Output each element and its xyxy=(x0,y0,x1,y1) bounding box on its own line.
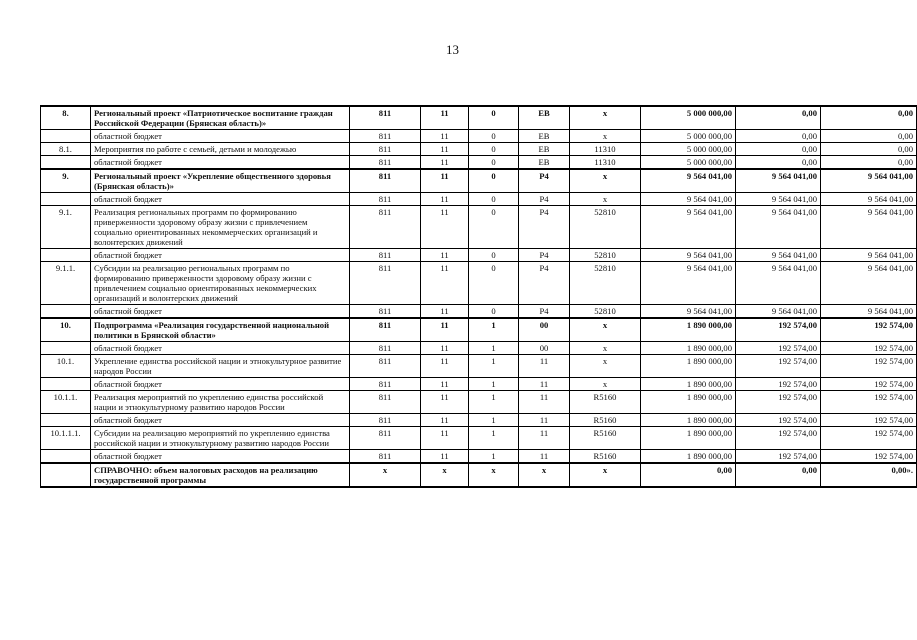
code-program-cell: 11 xyxy=(421,342,469,355)
code-grbs-cell: 811 xyxy=(350,355,421,378)
code-direction-cell: х xyxy=(570,463,641,487)
amount-year1-cell: 9 564 041,00 xyxy=(641,305,736,319)
code-subprogram-cell: х xyxy=(469,463,519,487)
table-row xyxy=(41,355,917,378)
description-cell: областной бюджет xyxy=(91,249,350,262)
code-program-cell: 11 xyxy=(421,249,469,262)
code-direction-cell: 52810 xyxy=(570,249,641,262)
code-grbs-cell: 811 xyxy=(350,169,421,193)
code-project-cell: 11 xyxy=(519,427,570,450)
summary-row xyxy=(41,463,917,487)
row-number-cell: 8.1. xyxy=(41,143,91,156)
description-cell: областной бюджет xyxy=(91,130,350,143)
code-program-cell: 11 xyxy=(421,378,469,391)
code-grbs-cell: 811 xyxy=(350,305,421,319)
description-cell: Реализация региональных программ по формированию приверженности здоровому образу жизни с привлечением социально ориентированных некоммерческих организаций и волонтерских движений xyxy=(91,206,350,249)
amount-year2-cell: 192 574,00 xyxy=(736,450,821,464)
code-program-cell: 11 xyxy=(421,143,469,156)
code-subprogram-cell: 0 xyxy=(469,206,519,249)
amount-year3-cell: 0,00 xyxy=(821,106,917,130)
amount-year2-cell: 192 574,00 xyxy=(736,391,821,414)
code-direction-cell: 52810 xyxy=(570,305,641,319)
code-grbs-cell: 811 xyxy=(350,156,421,170)
description-cell: областной бюджет xyxy=(91,450,350,464)
description-cell: Субсидии на реализацию региональных программ по формированию приверженности здоровому образу жизни с привлечением социально ориентированных некоммерческих организаций и волонтерских движений xyxy=(91,262,350,305)
code-subprogram-cell: 1 xyxy=(469,342,519,355)
amount-year2-cell: 0,00 xyxy=(736,143,821,156)
code-program-cell: 11 xyxy=(421,355,469,378)
code-grbs-cell: х xyxy=(350,463,421,487)
amount-year1-cell: 5 000 000,00 xyxy=(641,143,736,156)
code-project-cell: P4 xyxy=(519,249,570,262)
row-number-cell: 8. xyxy=(41,106,91,130)
code-direction-cell: R5160 xyxy=(570,450,641,464)
code-grbs-cell: 811 xyxy=(350,391,421,414)
row-number-cell: 10.1. xyxy=(41,355,91,378)
code-grbs-cell: 811 xyxy=(350,143,421,156)
table-row xyxy=(41,305,917,319)
code-project-cell: 00 xyxy=(519,318,570,342)
code-grbs-cell: 811 xyxy=(350,130,421,143)
row-number-cell: 10.1.1.1. xyxy=(41,427,91,450)
code-project-cell: P4 xyxy=(519,206,570,249)
code-subprogram-cell: 1 xyxy=(469,414,519,427)
code-direction-cell: 11310 xyxy=(570,143,641,156)
amount-year1-cell: 1 890 000,00 xyxy=(641,391,736,414)
amount-year1-cell: 1 890 000,00 xyxy=(641,414,736,427)
budget-table-body xyxy=(41,106,917,487)
code-project-cell: 00 xyxy=(519,342,570,355)
amount-year3-cell: 192 574,00 xyxy=(821,342,917,355)
amount-year1-cell: 9 564 041,00 xyxy=(641,249,736,262)
code-program-cell: 11 xyxy=(421,156,469,170)
row-number-cell xyxy=(41,342,91,355)
row-number-cell: 9.1.1. xyxy=(41,262,91,305)
table-row xyxy=(41,450,917,464)
code-project-cell: 11 xyxy=(519,391,570,414)
code-direction-cell: х xyxy=(570,130,641,143)
code-subprogram-cell: 1 xyxy=(469,450,519,464)
code-grbs-cell: 811 xyxy=(350,414,421,427)
amount-year1-cell: 9 564 041,00 xyxy=(641,262,736,305)
amount-year1-cell: 1 890 000,00 xyxy=(641,450,736,464)
code-direction-cell: 11310 xyxy=(570,156,641,170)
description-cell: областной бюджет xyxy=(91,414,350,427)
code-direction-cell: х xyxy=(570,318,641,342)
code-direction-cell: R5160 xyxy=(570,414,641,427)
amount-year1-cell: 0,00 xyxy=(641,463,736,487)
amount-year3-cell: 9 564 041,00 xyxy=(821,193,917,206)
code-subprogram-cell: 0 xyxy=(469,193,519,206)
table-row xyxy=(41,193,917,206)
code-project-cell: 11 xyxy=(519,450,570,464)
code-grbs-cell: 811 xyxy=(350,450,421,464)
table-row xyxy=(41,249,917,262)
code-project-cell: EB xyxy=(519,156,570,170)
table-row xyxy=(41,342,917,355)
code-subprogram-cell: 0 xyxy=(469,262,519,305)
code-program-cell: 11 xyxy=(421,450,469,464)
code-grbs-cell: 811 xyxy=(350,193,421,206)
code-program-cell: 11 xyxy=(421,106,469,130)
row-number-cell: 10. xyxy=(41,318,91,342)
amount-year1-cell: 5 000 000,00 xyxy=(641,106,736,130)
code-program-cell: 11 xyxy=(421,414,469,427)
row-number-cell xyxy=(41,305,91,319)
code-program-cell: х xyxy=(421,463,469,487)
table-row xyxy=(41,427,917,450)
amount-year1-cell: 1 890 000,00 xyxy=(641,427,736,450)
code-grbs-cell: 811 xyxy=(350,249,421,262)
table-row xyxy=(41,414,917,427)
code-subprogram-cell: 1 xyxy=(469,391,519,414)
code-direction-cell: х xyxy=(570,378,641,391)
amount-year3-cell: 9 564 041,00 xyxy=(821,305,917,319)
description-cell: Мероприятия по работе с семьей, детьми и молодежью xyxy=(91,143,350,156)
table-row xyxy=(41,262,917,305)
amount-year2-cell: 0,00 xyxy=(736,106,821,130)
code-project-cell: P4 xyxy=(519,305,570,319)
code-grbs-cell: 811 xyxy=(350,342,421,355)
amount-year3-cell: 0,00». xyxy=(821,463,917,487)
code-subprogram-cell: 0 xyxy=(469,305,519,319)
code-subprogram-cell: 0 xyxy=(469,169,519,193)
budget-table xyxy=(40,105,917,488)
code-grbs-cell: 811 xyxy=(350,206,421,249)
amount-year1-cell: 1 890 000,00 xyxy=(641,318,736,342)
amount-year3-cell: 0,00 xyxy=(821,143,917,156)
description-cell: областной бюджет xyxy=(91,342,350,355)
code-grbs-cell: 811 xyxy=(350,318,421,342)
code-project-cell: EB xyxy=(519,130,570,143)
code-project-cell: P4 xyxy=(519,262,570,305)
table-row xyxy=(41,156,917,170)
amount-year2-cell: 0,00 xyxy=(736,156,821,170)
amount-year3-cell: 9 564 041,00 xyxy=(821,262,917,305)
row-number-cell xyxy=(41,414,91,427)
amount-year3-cell: 192 574,00 xyxy=(821,391,917,414)
code-direction-cell: х xyxy=(570,169,641,193)
code-grbs-cell: 811 xyxy=(350,262,421,305)
code-program-cell: 11 xyxy=(421,130,469,143)
code-subprogram-cell: 1 xyxy=(469,355,519,378)
amount-year1-cell: 5 000 000,00 xyxy=(641,156,736,170)
row-number-cell xyxy=(41,156,91,170)
amount-year2-cell: 9 564 041,00 xyxy=(736,262,821,305)
amount-year1-cell: 9 564 041,00 xyxy=(641,193,736,206)
amount-year2-cell: 192 574,00 xyxy=(736,318,821,342)
code-program-cell: 11 xyxy=(421,193,469,206)
table-row xyxy=(41,169,917,193)
code-subprogram-cell: 1 xyxy=(469,427,519,450)
code-grbs-cell: 811 xyxy=(350,378,421,391)
description-cell: Укрепление единства российской нации и этнокультурное развитие народов России xyxy=(91,355,350,378)
table-row xyxy=(41,391,917,414)
code-subprogram-cell: 0 xyxy=(469,130,519,143)
description-cell: областной бюджет xyxy=(91,305,350,319)
description-cell: СПРАВОЧНО: объем налоговых расходов на реализацию государственной программы xyxy=(91,463,350,487)
description-cell: областной бюджет xyxy=(91,193,350,206)
code-project-cell: P4 xyxy=(519,169,570,193)
amount-year3-cell: 192 574,00 xyxy=(821,318,917,342)
code-direction-cell: 52810 xyxy=(570,262,641,305)
amount-year2-cell: 192 574,00 xyxy=(736,378,821,391)
row-number-cell xyxy=(41,378,91,391)
code-direction-cell: 52810 xyxy=(570,206,641,249)
description-cell: областной бюджет xyxy=(91,156,350,170)
code-subprogram-cell: 0 xyxy=(469,143,519,156)
amount-year3-cell: 192 574,00 xyxy=(821,378,917,391)
code-project-cell: EB xyxy=(519,106,570,130)
code-project-cell: х xyxy=(519,463,570,487)
amount-year3-cell: 192 574,00 xyxy=(821,355,917,378)
row-number-cell xyxy=(41,463,91,487)
description-cell: областной бюджет xyxy=(91,378,350,391)
code-project-cell: 11 xyxy=(519,378,570,391)
code-subprogram-cell: 1 xyxy=(469,378,519,391)
amount-year3-cell: 192 574,00 xyxy=(821,427,917,450)
table-row xyxy=(41,206,917,249)
row-number-cell: 9.1. xyxy=(41,206,91,249)
description-cell: Реализация мероприятий по укреплению единства российской нации и этнокультурному развитию народов России xyxy=(91,391,350,414)
code-program-cell: 11 xyxy=(421,391,469,414)
amount-year2-cell: 192 574,00 xyxy=(736,427,821,450)
code-subprogram-cell: 1 xyxy=(469,318,519,342)
amount-year3-cell: 9 564 041,00 xyxy=(821,206,917,249)
row-number-cell xyxy=(41,130,91,143)
amount-year2-cell: 9 564 041,00 xyxy=(736,206,821,249)
row-number-cell xyxy=(41,193,91,206)
code-direction-cell: х xyxy=(570,106,641,130)
code-subprogram-cell: 0 xyxy=(469,106,519,130)
row-number-cell: 10.1.1. xyxy=(41,391,91,414)
amount-year2-cell: 9 564 041,00 xyxy=(736,193,821,206)
row-number-cell xyxy=(41,249,91,262)
code-program-cell: 11 xyxy=(421,169,469,193)
page-number: 13 xyxy=(446,42,459,57)
amount-year1-cell: 5 000 000,00 xyxy=(641,130,736,143)
amount-year2-cell: 9 564 041,00 xyxy=(736,249,821,262)
amount-year1-cell: 1 890 000,00 xyxy=(641,342,736,355)
description-cell: Подпрограмма «Реализация государственной национальной политики в Брянской области» xyxy=(91,318,350,342)
description-cell: Региональный проект «Укрепление общественного здоровья (Брянская область)» xyxy=(91,169,350,193)
code-program-cell: 11 xyxy=(421,427,469,450)
row-number-cell xyxy=(41,450,91,464)
amount-year3-cell: 9 564 041,00 xyxy=(821,169,917,193)
amount-year3-cell: 192 574,00 xyxy=(821,414,917,427)
code-grbs-cell: 811 xyxy=(350,427,421,450)
code-direction-cell: х xyxy=(570,355,641,378)
amount-year3-cell: 0,00 xyxy=(821,156,917,170)
table-row xyxy=(41,143,917,156)
amount-year3-cell: 9 564 041,00 xyxy=(821,249,917,262)
table-row xyxy=(41,378,917,391)
amount-year2-cell: 0,00 xyxy=(736,130,821,143)
amount-year2-cell: 9 564 041,00 xyxy=(736,305,821,319)
table-row xyxy=(41,106,917,130)
amount-year2-cell: 192 574,00 xyxy=(736,355,821,378)
code-program-cell: 11 xyxy=(421,318,469,342)
code-project-cell: EB xyxy=(519,143,570,156)
code-subprogram-cell: 0 xyxy=(469,156,519,170)
code-program-cell: 11 xyxy=(421,262,469,305)
amount-year1-cell: 9 564 041,00 xyxy=(641,206,736,249)
table-row xyxy=(41,130,917,143)
code-direction-cell: х xyxy=(570,193,641,206)
amount-year3-cell: 0,00 xyxy=(821,130,917,143)
amount-year3-cell: 192 574,00 xyxy=(821,450,917,464)
code-grbs-cell: 811 xyxy=(350,106,421,130)
amount-year2-cell: 9 564 041,00 xyxy=(736,169,821,193)
amount-year1-cell: 1 890 000,00 xyxy=(641,378,736,391)
code-direction-cell: R5160 xyxy=(570,391,641,414)
description-cell: Региональный проект «Патриотическое воспитание граждан Российской Федерации (Брянская область)» xyxy=(91,106,350,130)
code-program-cell: 11 xyxy=(421,305,469,319)
code-project-cell: 11 xyxy=(519,355,570,378)
description-cell: Субсидии на реализацию мероприятий по укреплению единства российской нации и этнокультурному развитию народов России xyxy=(91,427,350,450)
code-program-cell: 11 xyxy=(421,206,469,249)
row-number-cell: 9. xyxy=(41,169,91,193)
amount-year2-cell: 0,00 xyxy=(736,463,821,487)
code-project-cell: P4 xyxy=(519,193,570,206)
amount-year1-cell: 9 564 041,00 xyxy=(641,169,736,193)
amount-year2-cell: 192 574,00 xyxy=(736,414,821,427)
code-direction-cell: х xyxy=(570,342,641,355)
table-row xyxy=(41,318,917,342)
code-direction-cell: R5160 xyxy=(570,427,641,450)
code-subprogram-cell: 0 xyxy=(469,249,519,262)
amount-year1-cell: 1 890 000,00 xyxy=(641,355,736,378)
amount-year2-cell: 192 574,00 xyxy=(736,342,821,355)
code-project-cell: 11 xyxy=(519,414,570,427)
